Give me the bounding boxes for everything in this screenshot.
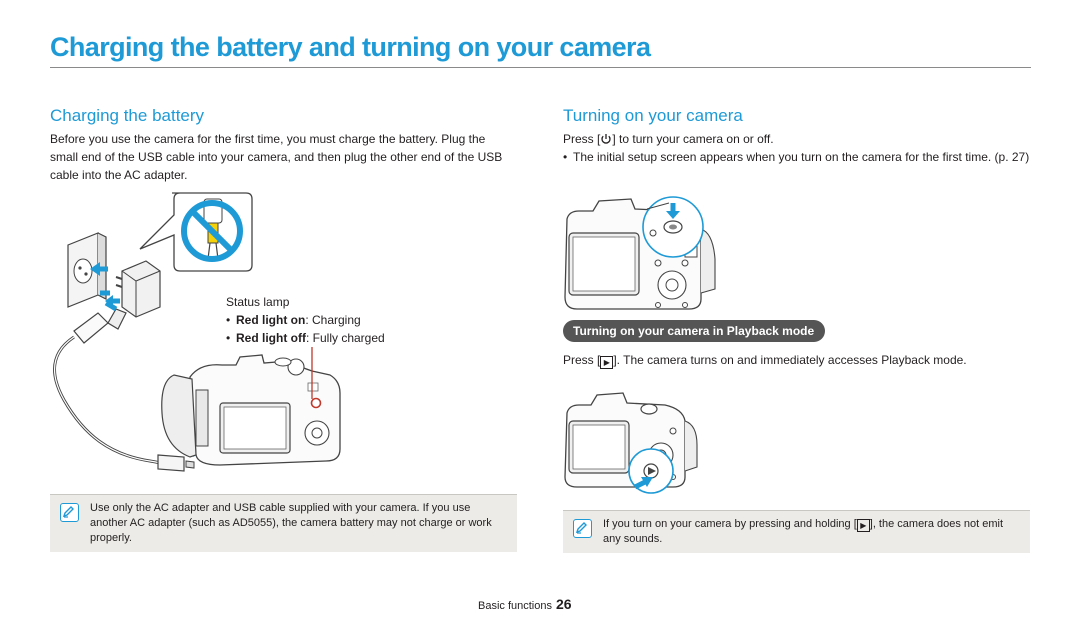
- status-item: • Red light off: Fully charged: [226, 331, 385, 345]
- playback-icon: ▶: [857, 519, 870, 532]
- note-box: [563, 510, 1030, 553]
- camera-charging-view: [162, 355, 340, 465]
- camera-power-illustration: [561, 189, 721, 317]
- note-text-prefix: If you turn on your camera by pressing and holding [: [603, 518, 857, 530]
- power-instruction-suffix: ] to turn your camera on or off.: [612, 132, 774, 146]
- note-text: [603, 517, 1023, 547]
- playback-instruction-suffix: ]. The camera turns on and immediately accesses Playback mode.: [613, 353, 967, 367]
- status-item-term: Red light on: [236, 313, 306, 327]
- status-lamp-label: Status lamp: [226, 295, 290, 309]
- playback-icon: ▶: [600, 356, 613, 369]
- setup-bullet: • The initial setup screen appears when you turn on the camera for the first time. (p. 27): [563, 148, 1033, 166]
- note-pencil-icon: [573, 519, 592, 538]
- power-instruction: [563, 130, 774, 148]
- no-other-cable-warning-icon: [140, 193, 252, 271]
- section-heading-charging: Charging the battery: [50, 106, 205, 125]
- playback-subheading: Turning on your camera in Playback mode: [563, 320, 825, 342]
- status-item: • Red light on: Charging: [226, 313, 361, 327]
- power-instruction-prefix: Press [: [563, 132, 601, 146]
- page-footer: [478, 596, 572, 612]
- page-number: 26: [555, 596, 572, 612]
- ac-adapter-icon: [116, 261, 160, 317]
- note-text: Use only the AC adapter and USB cable supplied with your camera. If you use another AC adapter (such as AD5055), the camera battery may not charge or work properly.: [90, 502, 492, 544]
- section-heading-turning-on: Turning on your camera: [563, 106, 743, 125]
- power-icon: [600, 132, 612, 144]
- usb-plug-icon: [74, 309, 126, 343]
- playback-instruction-prefix: Press [: [563, 353, 601, 367]
- setup-bullet-text: The initial setup screen appears when you turn on the camera for the first time. (p. 27): [573, 150, 1030, 164]
- page-title: Charging the battery and turning on your camera: [50, 32, 651, 62]
- status-item-term: Red light off: [236, 331, 306, 345]
- status-item-desc: : Charging: [305, 313, 361, 327]
- title-divider: [50, 67, 1031, 68]
- note-pencil-icon: [60, 503, 79, 522]
- note-text-suffix: ], the camera does not emit any sounds.: [603, 518, 1004, 545]
- note-box: [50, 494, 517, 552]
- charging-instructions: Before you use the camera for the first time, you must charge the battery. Plug the small end of the USB cable into your camera, and then plug the other end of the USB cable into the AC adapter.: [50, 132, 503, 182]
- camera-playback-illustration: [561, 391, 701, 495]
- footer-section: Basic functions: [478, 600, 552, 612]
- status-item-desc: : Fully charged: [305, 331, 385, 345]
- playback-instruction: [563, 351, 967, 369]
